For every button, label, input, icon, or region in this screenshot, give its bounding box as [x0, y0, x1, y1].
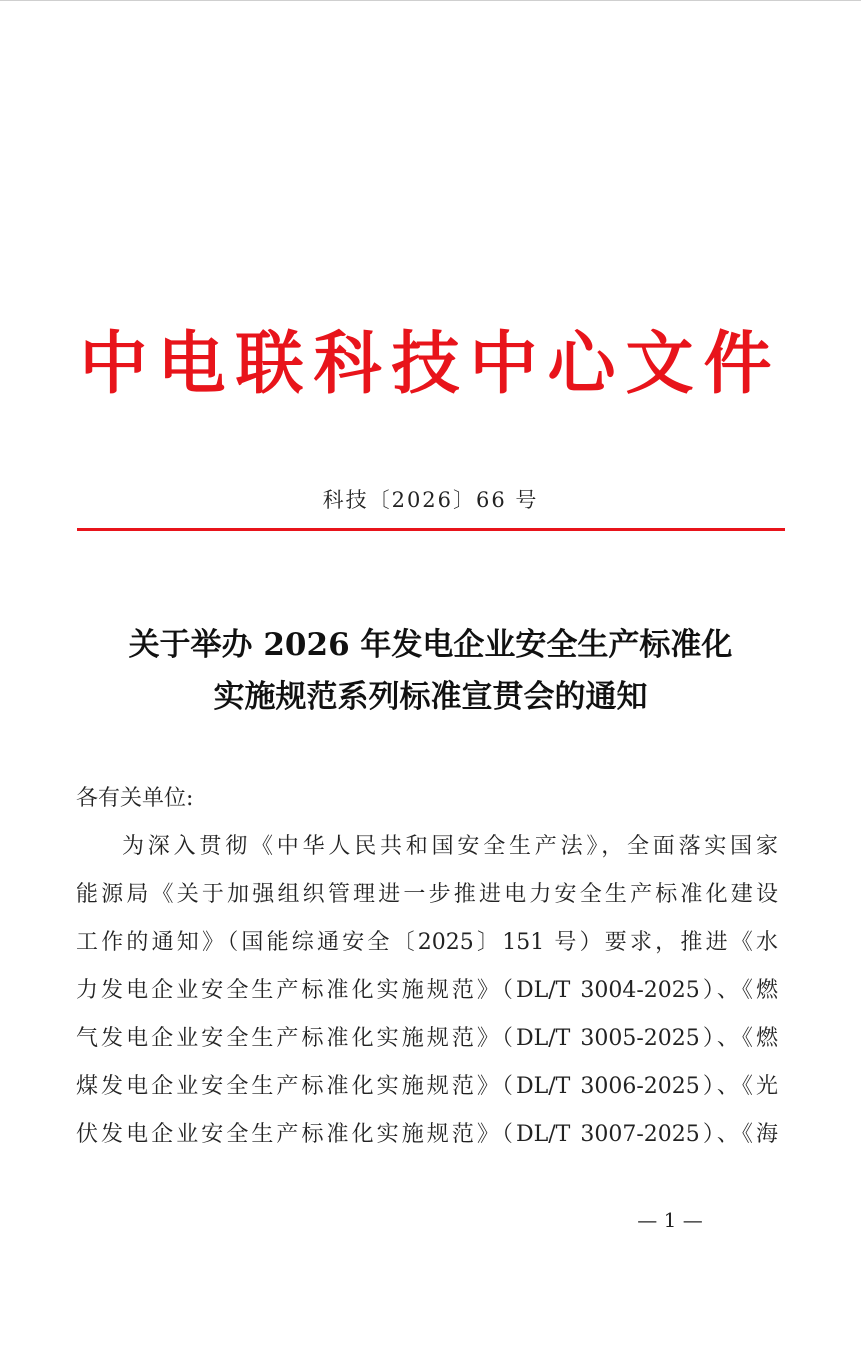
body-text-line: 工作的通知》（国能综通安全〔2025〕151 号）要求，推进《水 — [76, 930, 778, 955]
body-text-line: 伏发电企业安全生产标准化实施规范》（DL/T 3007-2025）、《海 — [76, 1122, 778, 1147]
body-text-line: 气发电企业安全生产标准化实施规范》（DL/T 3005-2025）、《燃 — [76, 1026, 778, 1051]
notice-title-line-2: 实施规范系列标准宣贯会的通知 — [213, 679, 648, 715]
header-divider — [77, 528, 785, 531]
body-text-line: 力发电企业安全生产标准化实施规范》（DL/T 3004-2025）、《燃 — [76, 978, 778, 1003]
salutation: 各有关单位: — [76, 786, 194, 811]
body-text-line: 为深入贯彻《中华人民共和国安全生产法》，全面落实国家 — [122, 834, 778, 859]
body-text-line: 煤发电企业安全生产标准化实施规范》（DL/T 3006-2025）、《光 — [76, 1074, 778, 1099]
body-text-line: 能源局《关于加强组织管理进一步推进电力安全生产标准化建设 — [76, 882, 778, 907]
org-document-header: 中电联科技中心文件 — [79, 324, 782, 404]
document-number: 科技〔2026〕66 号 — [322, 488, 539, 512]
notice-title-line-1: 关于举办 2026 年发电企业安全生产标准化 — [128, 627, 733, 663]
page-number: — 1 — — [637, 1208, 703, 1232]
